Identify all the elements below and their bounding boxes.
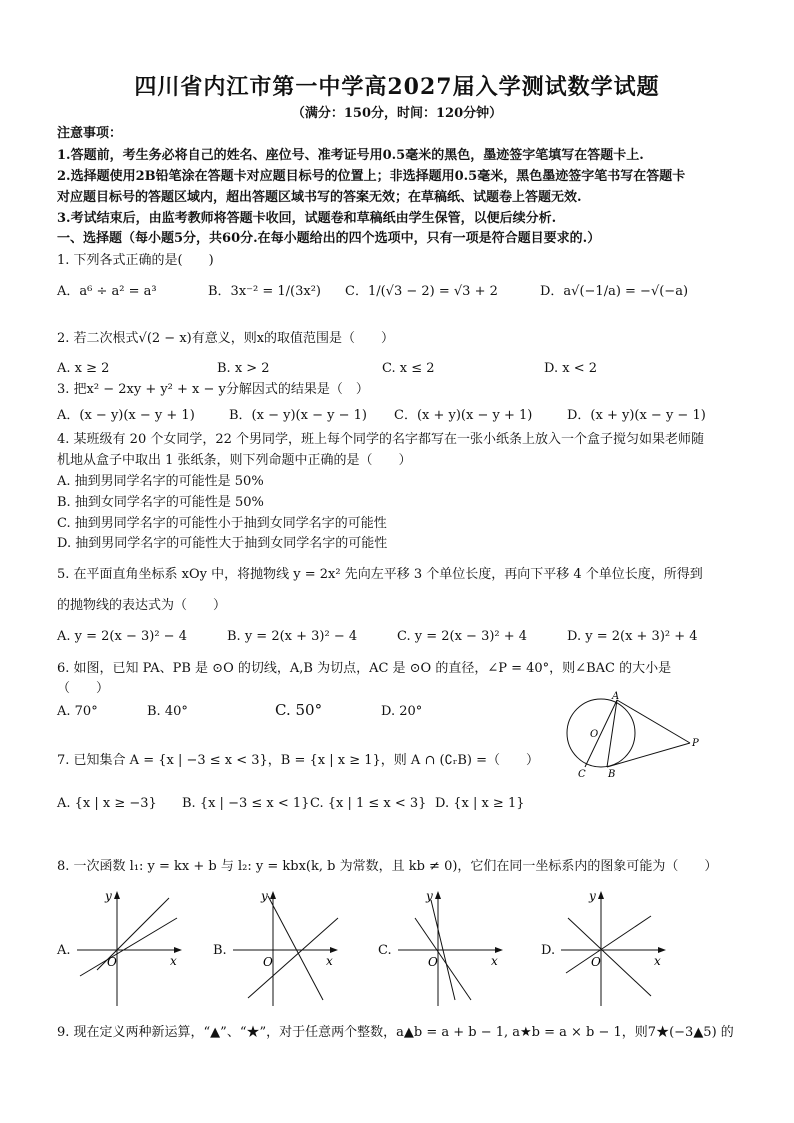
label-o: O (590, 729, 599, 740)
label-c: C (578, 769, 586, 780)
x-label: x (170, 954, 177, 968)
q8-graph-a (72, 888, 192, 1010)
note-3: 3.考试结束后，由监考教师将答题卡收回，试题卷和草稿纸由学生保管，以便后续分析. (57, 211, 557, 226)
y-arrow (598, 891, 604, 899)
q3-stem: 3. 把x² − 2xy + y² + x − y分解因式的结果是（ ） (57, 382, 369, 397)
q3-option-a: A．(x − y)(x − y + 1) (57, 408, 195, 423)
exam-subtitle: （满分：150分，时间：120分钟） (291, 106, 503, 121)
q5-option-d: D. y = 2(x + 3)² + 4 (567, 629, 698, 644)
label-b: B (608, 769, 616, 780)
q5-option-a: A. y = 2(x − 3)² − 4 (57, 629, 187, 644)
q7-option-c: C. {x | 1 ≤ x < 3} (310, 796, 427, 811)
q2-option-a: A. x ≥ 2 (57, 361, 110, 376)
q6-option-a: A. 70° (57, 704, 98, 719)
q4-option-c: C. 抽到男同学名字的可能性小于抽到女同学名字的可能性 (57, 516, 387, 531)
line-l2 (566, 916, 651, 973)
x-arrow (658, 947, 666, 953)
tangent-pb (607, 743, 690, 767)
y-arrow (114, 891, 120, 899)
q6-option-b: B. 40° (147, 704, 188, 719)
note-2b: 对应题目标号的答题区域内，超出答题区域书写的答案无效；在草稿纸、试题卷上答题无效. (57, 190, 582, 205)
section-heading: 一、选择题（每小题5分，共60分.在每小题给出的四个选项中，只有一项是符合题目要求的.） (57, 231, 601, 246)
x-label: x (491, 954, 498, 968)
q7-stem: 7. 已知集合 A = {x | −3 ≤ x < 3}，B = {x | x ≥ 1}，则 A ∩ (∁ᵣB) =（ ） (57, 753, 539, 768)
q2-option-d: D. x < 2 (544, 361, 597, 376)
q5-stem-2: 的抛物线的表达式为（ ） (57, 598, 227, 613)
q4-stem-2: 机地从盒子中取出 1 张纸条，则下列命题中正确的是（ ） (57, 453, 412, 468)
q5-option-b: B. y = 2(x + 3)² − 4 (227, 629, 358, 644)
y-arrow (435, 891, 441, 899)
q8-graph-d (556, 888, 676, 1010)
q4-stem-1: 4. 某班级有 20 个女同学，22 个男同学，班上每个同学的名字都写在一张小纸条上放入一个盒子搅匀如果老师随 (57, 432, 705, 447)
y-label: y (105, 889, 112, 903)
q5-option-c: C. y = 2(x − 3)² + 4 (397, 629, 528, 644)
q1-stem: 1. 下列各式正确的是( ) (57, 253, 214, 268)
q1-option-b: B．3x⁻² = 1/(3x²) (208, 284, 321, 299)
q6-stem-1: 6. 如图，已知 PA、PB 是 ⊙O 的切线，A,B 为切点，AC 是 ⊙O 的直径，∠P = 40°，则∠BAC 的大小是 (57, 661, 672, 676)
q6-option-c: C. 50° (275, 701, 323, 719)
tangent-pa (617, 700, 690, 743)
x-arrow (495, 947, 503, 953)
x-arrow (330, 947, 338, 953)
line-l2 (80, 918, 177, 976)
q7-option-d: D. {x | x ≥ 1} (435, 796, 525, 811)
line-l1 (248, 918, 338, 998)
q8-graph-c (393, 888, 513, 1010)
q5-stem-1: 5. 在平面直角坐标系 xOy 中，将抛物线 y = 2x² 先向左平移 3 个单位长度，再向下平移 4 个单位长度，所得到 (57, 567, 703, 582)
q7-option-b: B. {x | −3 ≤ x < 1} (182, 796, 310, 811)
q6-circle-figure (560, 690, 710, 785)
y-label: y (426, 889, 433, 903)
line-l2 (415, 918, 471, 1000)
q8-graph-b (228, 888, 348, 1010)
q6-stem-2: （ ） (57, 681, 110, 696)
q2-option-b: B. x > 2 (217, 361, 270, 376)
line-l1 (568, 918, 651, 996)
q8-label-a: A. (57, 943, 71, 958)
label-a: A (612, 691, 620, 702)
q3-option-c: C．(x + y)(x − y + 1) (394, 408, 533, 423)
x-label: x (654, 954, 661, 968)
origin-label: O (107, 955, 117, 969)
q4-option-a: A. 抽到男同学名字的可能性是 50% (57, 474, 264, 489)
q7-option-a: A. {x | x ≥ −3} (57, 796, 157, 811)
q4-option-b: B. 抽到女同学名字的可能性是 50% (57, 495, 264, 510)
label-p: P (692, 738, 699, 749)
origin-label: O (428, 955, 438, 969)
note-2a: 2.选择题使用2B铅笔涂在答题卡对应题目标号的位置上；非选择题用0.5毫米，黑色墨迹签字笔书写在答题卡 (57, 169, 686, 184)
line-l2 (268, 896, 323, 1000)
q9-stem: 9. 现在定义两种新运算，“▲”、“★”，对于任意两个整数，a▲b = a + b − 1, a★b = a × b − 1，则7★(−3▲5) 的 (57, 1025, 734, 1040)
q8-label-b: B. (213, 943, 227, 958)
note-1: 1.答题前，考生务必将自己的姓名、座位号、准考证号用0.5毫米的黑色，墨迹签字笔填写在答题卡上. (57, 148, 644, 163)
y-label: y (589, 889, 596, 903)
q1-option-a: A．a⁶ ÷ a² = a³ (57, 284, 157, 299)
q6-option-d: D. 20° (381, 704, 423, 719)
q8-stem: 8. 一次函数 l₁: y = kx + b 与 l₂: y = kbx(k, b 为常数，且 kb ≠ 0)，它们在同一坐标系内的图象可能为（ ） (57, 859, 718, 874)
x-label: x (326, 954, 333, 968)
notes-heading: 注意事项： (57, 126, 123, 141)
x-arrow (174, 947, 182, 953)
q8-label-c: C. (378, 943, 392, 958)
origin-label: O (591, 955, 601, 969)
origin-label: O (263, 955, 273, 969)
q3-option-d: D．(x + y)(x − y − 1) (567, 408, 706, 423)
y-arrow (270, 891, 276, 899)
q1-option-c: C．1/(√3 − 2) = √3 + 2 (345, 284, 498, 299)
q4-option-d: D. 抽到男同学名字的可能性大于抽到女同学名字的可能性 (57, 536, 388, 551)
q8-label-d: D. (541, 943, 556, 958)
q2-option-c: C. x ≤ 2 (382, 361, 435, 376)
y-label: y (261, 889, 268, 903)
q3-option-b: B．(x − y)(x − y − 1) (229, 408, 367, 423)
q1-option-d: D．a√(−1/a) = −√(−a) (540, 284, 689, 299)
q2-stem: 2. 若二次根式√(2 − x)有意义，则x的取值范围是（ ） (57, 331, 395, 346)
exam-title: 四川省内江市第一中学高2027届入学测试数学试题 (134, 74, 660, 100)
